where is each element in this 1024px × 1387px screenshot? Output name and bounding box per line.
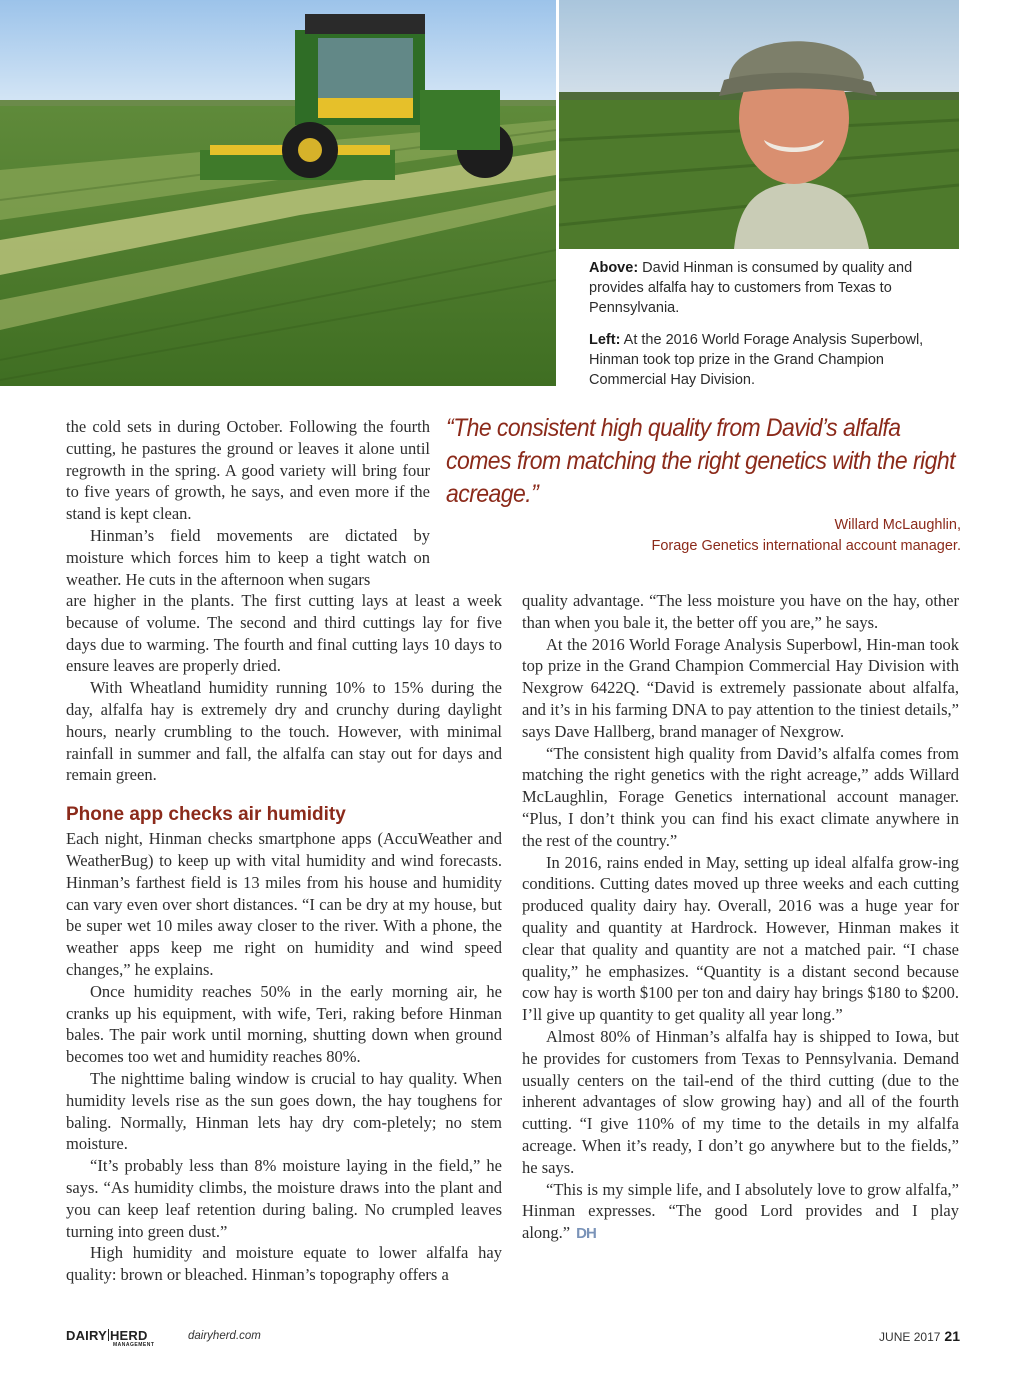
pull-quote-block [446,412,961,557]
end-mark-logo: DH [576,1225,596,1243]
paragraph [522,1179,959,1245]
paragraph: are higher in the plants. The first cutting lays at least a week because of volume. The second and third cuttings lay for five days due to warming. The fourth and final cutting lays 10 days to ensure leaves are properly dried. [66,591,502,676]
logo-word-herd: HERD [109,1328,148,1343]
folio [879,1328,960,1344]
logo-subtitle: MANAGEMENT [113,1342,155,1348]
paragraph: High humidity and moisture equate to lower alfalfa hay quality: brown or bleached. Hinman’s topography offers a [66,1243,502,1285]
issue-date: JUNE 2017 [879,1330,941,1344]
body-column-right [522,590,959,1245]
paragraph: In 2016, rains ended in May, setting up ideal alfalfa grow-ing conditions. Cutting dates moved up three weeks and each cutting produced quality dairy hay. Overall, 2016 was a huge year for quality and quantity at Hardrock. However, Hinman makes it clear that quality and quantity are not a matched pair. “I chase quality,” he emphasizes. “Quantity is a distant second because cow hay is worth $100 per ton and dairy hay brings $180 to $200. I’ll give up quantity to get quality all year long.” [522,852,959,1025]
page-footer [66,1328,960,1350]
paragraph: With Wheatland humidity running 10% to 15% during the day, alfalfa hay is extremely dry and crunchy during daylight hours, nearly crumbling to the touch. However, with minimal rainfall in summer and fall, the alfalfa can stay out for days and remain green. [66,678,502,785]
harvester-photo [0,0,556,386]
subheading: Phone app checks air humidity [66,804,346,826]
paragraph: Almost 80% of Hinman’s alfalfa hay is shipped to Iowa, but he provides for customers from Texas to Pennsylvania. Demand usually centers on the tail-end of the third cutting (due to the inherent advantages of slow growing hay) and all of the fourth cutting. “I give 110% of my time to the details in my alfalfa acreage. When it’s ready, I don’t go anywhere but to the fields,” he says. [522,1026,959,1177]
caption-above [589,258,959,318]
paragraph: Once humidity reaches 50% in the early morning air, he cranks up his equipment, with wife, Teri, raking before Hinman bales. The pair work until morning, shutting down when ground becomes too wet and humidity reaches 80%. [66,981,502,1067]
attribution-title: Forage Genetics international account manager. [651,538,961,554]
paragraph: quality advantage. “The less moisture you have on the hay, other than when you bale it, the better off you are,” he says. [522,591,959,632]
photo-captions [589,258,959,402]
paragraph: “The consistent high quality from David’s alfalfa comes from matching the right genetics with the right acreage,” adds Willard McLaughlin, Forage Genetics international account manager. “Plus, I don’t think you can find his exact climate anywhere in the rest of the country.” [522,743,959,850]
pull-quote-attribution [446,515,961,557]
paragraph: Each night, Hinman checks smartphone apps (AccuWeather and WeatherBug) to keep up with vital humidity and wind forecasts. Hinman’s farthest field is 13 miles from his house and humidity can vary even over short distances. “I can be dry at my house, but be super wet 10 miles away closer to the river. With a phone, the weather apps keep me right on humidity and wind speed changes,” he explains. [66,829,502,979]
caption-above-text: David Hinman is consumed by quality and provides alfalfa hay to customers from Texas to Pennsylvania. [589,260,913,316]
caption-above-label: Above: [589,260,639,276]
paragraph: At the 2016 World Forage Analysis Superbowl, Hin-man took top prize in the Grand Champion Commercial Hay Division with Nexgrow 6422Q. “David is extremely passionate about alfalfa, and it’s in his farming DNA to pay attention to the tiniest details,” says Dave Hallberg, brand manager of Nexgrow. [522,634,959,741]
closing-paragraph-text: “This is my simple life, and I absolutely love to grow alfalfa,” Hinman expresses. “The good Lord provides and I play along.” [522,1179,959,1243]
logo-word-dairy: DAIRY [66,1328,107,1343]
paragraph: The nighttime baling window is crucial to hay quality. When humidity levels rise as the sun goes down, the hay toughens for baling. Normally, Hinman lets hay dry com-pletely; no stem moisture. [66,1068,502,1154]
paragraph: the cold sets in during October. Following the fourth cutting, he pastures the ground or leaves it alone until regrowth in the spring. A good variety will bring four to five years of growth, he says, and even more if the stand is kept clean. [66,417,430,524]
harvester-illustration [0,0,556,386]
page-number: 21 [944,1328,960,1344]
caption-left-text: At the 2016 World Forage Analysis Superbowl, Hinman took top prize in the Grand Champion Commercial Hay Division. [589,332,924,388]
paragraph: Hinman’s field movements are dictated by moisture which forces him to keep a tight watch on weather. He cuts in the afternoon when sugars [66,525,430,589]
caption-left [589,330,959,390]
body-column-left [66,590,502,1286]
pull-quote: “The consistent high quality from David’s alfalfa comes from matching the right genetics with the right acreage.” [446,414,955,508]
portrait-photo [556,0,959,252]
portrait-illustration [559,0,959,249]
logo-divider [108,1329,109,1341]
paragraph: “It’s probably less than 8% moisture laying in the field,” he says. “As humidity climbs, the moisture draws into the plant and you can keep leaf retention during baling. No crumpled leaves turning into green dust.” [66,1156,502,1241]
magazine-logo [66,1328,148,1343]
attribution-name: Willard McLaughlin, [834,517,961,533]
body-column-left-top [66,416,430,590]
caption-left-label: Left: [589,332,621,348]
website-url: dairyherd.com [188,1330,261,1342]
